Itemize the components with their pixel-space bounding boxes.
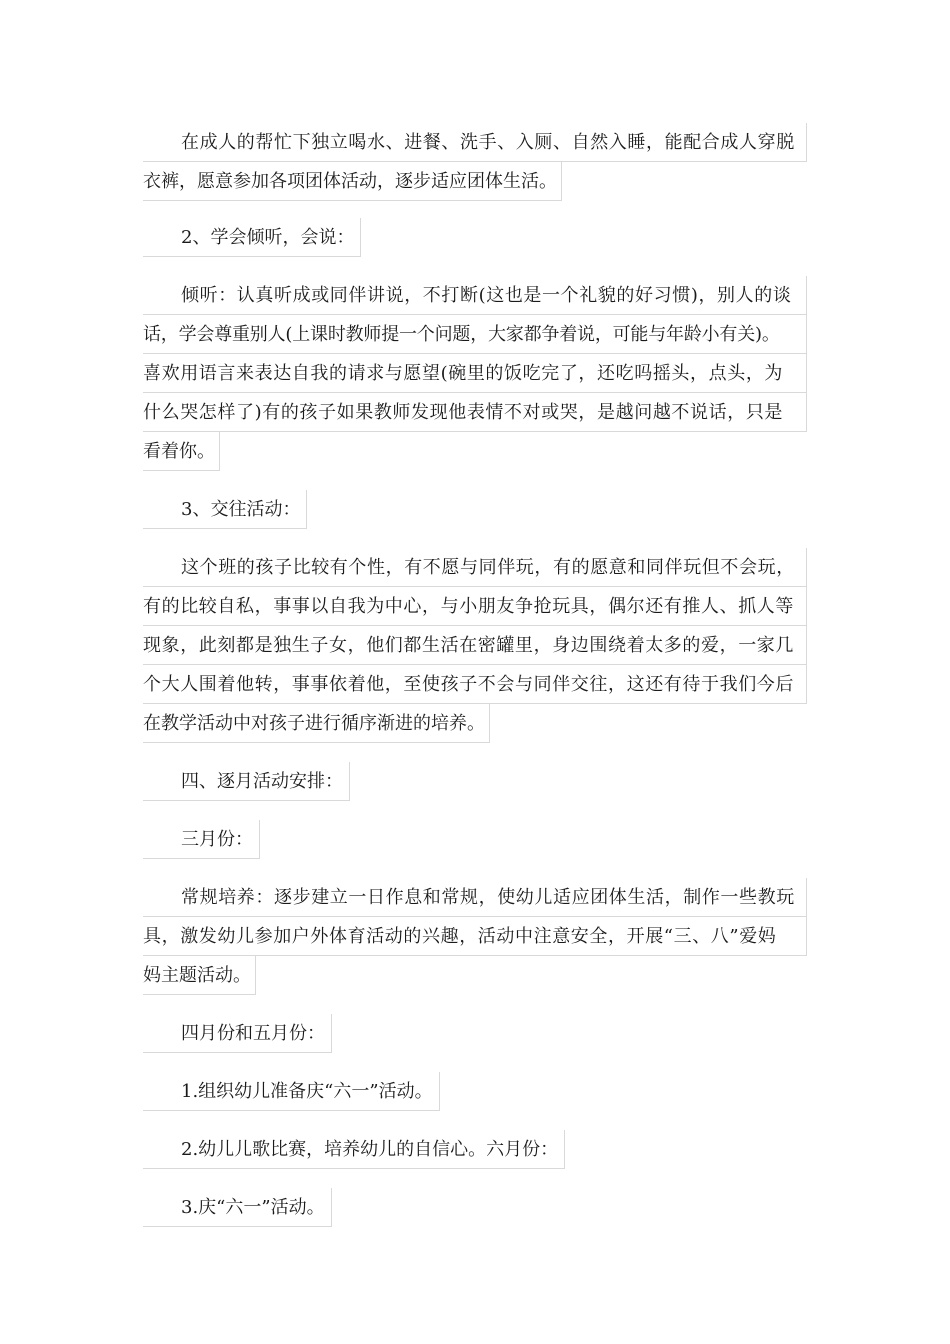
list-item bbox=[143, 1188, 332, 1227]
text-line: 喜欢用语言来表达自我的请求与愿望(碗里的饭吃完了，还吃吗摇头，点头，为 bbox=[143, 354, 807, 393]
text-line: 话，学会尊重别人(上课时教师提一个问题，大家都争着说，可能与年龄小有关)。 bbox=[143, 315, 807, 354]
list-item-text: 3.庆“六一”活动。 bbox=[143, 1188, 332, 1227]
text-line: 什么哭怎样了)有的孩子如果教师发现他表情不对或哭，是越问越不说话，只是 bbox=[143, 393, 807, 432]
paragraph-listening bbox=[143, 276, 807, 471]
heading-text: 三月份： bbox=[143, 820, 260, 859]
text-line: 个大人围着他转，事事依着他，至使孩子不会与同伴交往，这还有待于我们今后 bbox=[143, 665, 807, 704]
section-heading-april-may bbox=[143, 1014, 332, 1053]
heading-text: 3、交往活动： bbox=[143, 490, 307, 529]
paragraph-routine bbox=[143, 878, 807, 995]
text-line: 有的比较自私，事事以自我为中心，与小朋友争抢玩具，偶尔还有推人、抓人等 bbox=[143, 587, 807, 626]
text-line: 现象，此刻都是独生子女，他们都生活在密罐里，身边围绕着太多的爱，一家几 bbox=[143, 626, 807, 665]
heading-text: 四月份和五月份： bbox=[143, 1014, 332, 1053]
text-line: 具，激发幼儿参加户外体育活动的兴趣，活动中注意安全，开展“三、八”爱妈 bbox=[143, 917, 807, 956]
heading-text: 2、学会倾听，会说： bbox=[143, 218, 361, 257]
heading-text: 四、逐月活动安排： bbox=[143, 762, 350, 801]
text-line: 在成人的帮忙下独立喝水、进餐、洗手、入厕、自然入睡，能配合成人穿脱 bbox=[143, 123, 807, 162]
text-line: 常规培养：逐步建立一日作息和常规，使幼儿适应团体生活，制作一些教玩 bbox=[143, 878, 807, 917]
text-line: 衣裤，愿意参加各项团体活动，逐步适应团体生活。 bbox=[143, 162, 562, 201]
list-item-text: 1.组织幼儿准备庆“六一”活动。 bbox=[143, 1072, 440, 1111]
text-line: 这个班的孩子比较有个性，有不愿与同伴玩，有的愿意和同伴玩但不会玩， bbox=[143, 548, 807, 587]
section-heading-march bbox=[143, 820, 260, 859]
paragraph-self-care bbox=[143, 123, 807, 201]
text-line: 看着你。 bbox=[143, 432, 220, 471]
list-item bbox=[143, 1130, 565, 1169]
paragraph-social bbox=[143, 548, 807, 743]
section-heading-monthly-plan bbox=[143, 762, 350, 801]
text-line: 在教学活动中对孩子进行循序渐进的培养。 bbox=[143, 704, 490, 743]
text-line: 妈主题活动。 bbox=[143, 956, 256, 995]
list-item-text: 2.幼儿儿歌比赛，培养幼儿的自信心。六月份： bbox=[143, 1130, 565, 1169]
section-heading-social bbox=[143, 490, 307, 529]
list-item bbox=[143, 1072, 440, 1111]
section-heading-listening bbox=[143, 218, 361, 257]
text-line: 倾听：认真听成或同伴讲说，不打断(这也是一个礼貌的好习惯)，别人的谈 bbox=[143, 276, 807, 315]
